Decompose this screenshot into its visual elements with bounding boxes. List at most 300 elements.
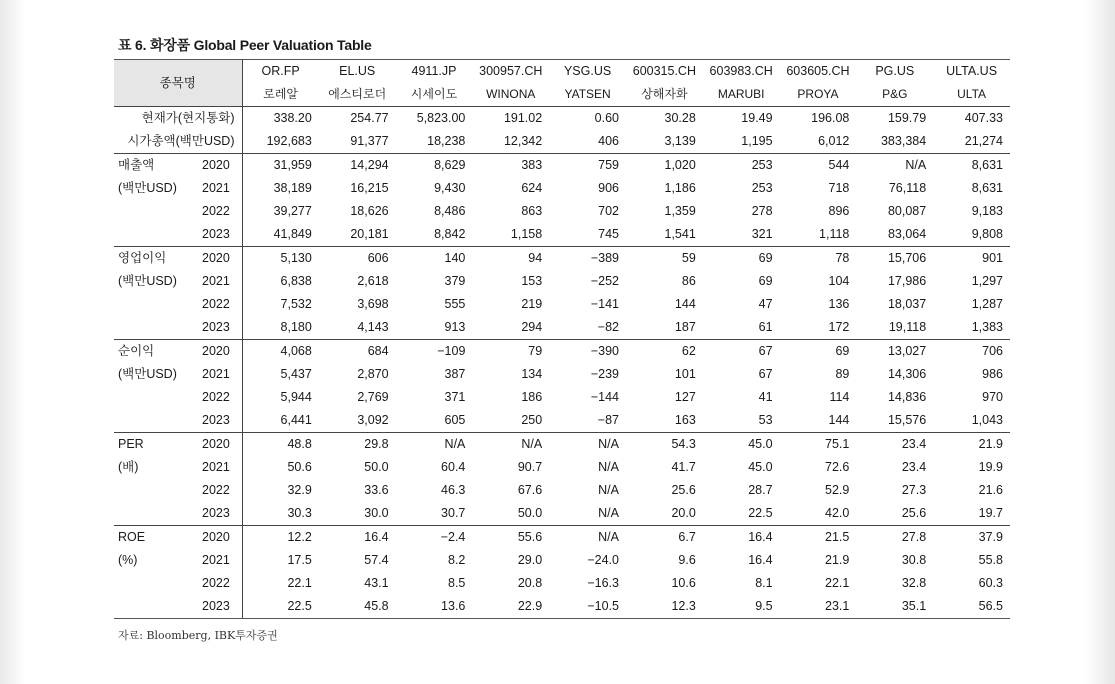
value-cell: 14,836	[887, 390, 927, 404]
metric-label: 현재가(현지통화)	[114, 107, 242, 131]
metric-cell	[114, 549, 242, 572]
metric-label: (백만USD)	[118, 367, 177, 381]
value-cell: 219	[521, 297, 543, 311]
table-row	[114, 340, 1010, 364]
value-cell: 21.6	[978, 483, 1003, 497]
value-cell: −252	[590, 274, 619, 288]
value-cell: 19.7	[933, 502, 1010, 526]
table-row	[114, 409, 1010, 433]
value-cell: 3,092	[319, 409, 396, 433]
value-cell: 21,274	[933, 130, 1010, 154]
table-title: 표 6. 화장품 Global Peer Valuation Table	[118, 37, 372, 53]
value-cell: N/A	[598, 530, 619, 544]
table-row	[114, 177, 1010, 200]
value-cell: 6,838	[280, 274, 312, 288]
value-cell: 60.3	[978, 576, 1003, 590]
value-cell: 22.1	[825, 576, 850, 590]
value-cell: −390	[590, 344, 619, 358]
value-cell: 3,698	[357, 297, 389, 311]
year-label: 2022	[202, 297, 230, 311]
value-cell: 163	[626, 409, 703, 433]
year-label: 2023	[202, 506, 230, 520]
value-cell: 67	[758, 344, 773, 358]
value-cell: 1,297	[971, 274, 1003, 288]
table-header	[114, 60, 1010, 107]
value-cell: 76,118	[888, 181, 927, 195]
value-cell: 896	[828, 204, 850, 218]
value-cell: 253	[751, 158, 773, 172]
value-cell: 136	[828, 297, 850, 311]
value-cell: 1,158	[472, 223, 549, 247]
value-cell: 605	[396, 409, 473, 433]
value-cell: 19,118	[856, 316, 933, 340]
value-cell: 759	[598, 158, 619, 172]
value-cell: 30.28	[664, 111, 696, 125]
year-label: 2023	[202, 599, 230, 613]
value-cell: 14,306	[887, 367, 927, 381]
column-name: ULTA	[933, 83, 1010, 107]
year-label: 2021	[202, 181, 230, 195]
value-cell: 52.9	[825, 483, 850, 497]
value-cell: 1,043	[933, 409, 1010, 433]
value-cell: 37.9	[978, 530, 1003, 544]
value-cell: 15,706	[887, 251, 927, 265]
column-name: YATSEN	[549, 83, 626, 107]
value-cell: 6,441	[242, 409, 319, 433]
value-cell: 9.5	[703, 595, 780, 619]
column-name: 시세이도	[396, 83, 473, 107]
corner-label: 종목명	[114, 60, 242, 107]
metric-cell	[114, 456, 242, 479]
year-label: 2022	[202, 483, 230, 497]
value-cell: 2,618	[357, 274, 389, 288]
value-cell: 41	[758, 390, 773, 404]
metric-label: (배)	[118, 460, 139, 474]
valuation-table	[114, 59, 1010, 619]
value-cell: 684	[367, 344, 389, 358]
value-cell: 43.1	[364, 576, 389, 590]
value-cell: 33.6	[364, 483, 389, 497]
value-cell: N/A	[598, 460, 619, 474]
value-cell: 23.4	[901, 437, 927, 451]
value-cell: 8,631	[971, 158, 1003, 172]
metric-label: (%)	[118, 553, 138, 567]
metric-cell	[114, 433, 242, 457]
table-row	[114, 200, 1010, 223]
value-cell: 17.5	[287, 553, 312, 567]
value-cell: 5,944	[280, 390, 312, 404]
value-cell: 1,186	[664, 181, 696, 195]
metric-cell	[114, 572, 242, 595]
value-cell: 8.5	[448, 576, 466, 590]
header-name-row	[114, 83, 1010, 107]
column-ticker: 603605.CH	[780, 60, 857, 84]
value-cell: 78	[835, 251, 850, 265]
value-cell: 196.08	[811, 111, 850, 125]
value-cell: 32.9	[287, 483, 312, 497]
metric-cell	[114, 316, 242, 340]
value-cell: 387	[444, 367, 466, 381]
value-cell: 9,183	[971, 204, 1003, 218]
table-row	[114, 154, 1010, 178]
metric-cell	[114, 223, 242, 247]
value-cell: 28.7	[748, 483, 773, 497]
table-row	[114, 479, 1010, 502]
value-cell: −389	[590, 251, 619, 265]
value-cell: 9,430	[434, 181, 466, 195]
metric-cell	[114, 293, 242, 316]
value-cell: 59	[681, 251, 696, 265]
metric-label: PER	[118, 437, 144, 451]
metric-cell	[114, 595, 242, 619]
value-cell: 53	[703, 409, 780, 433]
metric-label: 시가총액(백만USD)	[114, 130, 242, 154]
value-cell: 72.6	[825, 460, 850, 474]
value-cell: 14,294	[350, 158, 389, 172]
value-cell: 20,181	[319, 223, 396, 247]
value-cell: 321	[703, 223, 780, 247]
metric-cell	[114, 363, 242, 386]
value-cell: 47	[758, 297, 773, 311]
value-cell: 913	[396, 316, 473, 340]
column-ticker: 600315.CH	[626, 60, 703, 84]
metric-cell	[114, 409, 242, 433]
column-name: P&G	[856, 83, 933, 107]
year-label: 2020	[202, 251, 230, 265]
value-cell: 45.8	[319, 595, 396, 619]
value-cell: 29.0	[517, 553, 543, 567]
year-label: 2022	[202, 576, 230, 590]
value-cell: 12.2	[287, 530, 312, 544]
year-label: 2021	[202, 367, 230, 381]
value-cell: 8,631	[971, 181, 1003, 195]
value-cell: 16.4	[748, 530, 773, 544]
value-cell: 83,064	[856, 223, 933, 247]
value-cell: 35.1	[856, 595, 933, 619]
value-cell: −239	[590, 367, 619, 381]
year-label: 2023	[202, 227, 230, 241]
value-cell: 4,143	[319, 316, 396, 340]
value-cell: 555	[444, 297, 466, 311]
value-cell: 62	[681, 344, 696, 358]
table-row	[114, 456, 1010, 479]
value-cell: 1,020	[664, 158, 696, 172]
metric-cell	[114, 479, 242, 502]
value-cell: 186	[521, 390, 543, 404]
value-cell: 544	[828, 158, 850, 172]
metric-label: 매출액	[118, 158, 155, 172]
table-row	[114, 130, 1010, 154]
value-cell: 23.4	[901, 460, 927, 474]
metric-cell	[114, 526, 242, 550]
value-cell: 7,532	[280, 297, 312, 311]
value-cell: 104	[828, 274, 850, 288]
value-cell: 67	[758, 367, 773, 381]
value-cell: −87	[549, 409, 626, 433]
table-row	[114, 572, 1010, 595]
value-cell: 254.77	[350, 111, 389, 125]
year-label: 2021	[202, 460, 230, 474]
source-note: 자료: Bloomberg, IBK투자증권	[118, 629, 278, 642]
value-cell: 25.6	[671, 483, 696, 497]
value-cell: 278	[751, 204, 773, 218]
value-cell: 4,068	[280, 344, 312, 358]
value-cell: 1,195	[703, 130, 780, 154]
metric-cell	[114, 270, 242, 293]
table-row	[114, 107, 1010, 131]
value-cell: 8,629	[434, 158, 466, 172]
column-ticker: 300957.CH	[472, 60, 549, 84]
value-cell: 50.6	[287, 460, 312, 474]
value-cell: 114	[829, 390, 850, 404]
value-cell: N/A	[598, 437, 619, 451]
value-cell: N/A	[905, 158, 927, 172]
table-row	[114, 549, 1010, 572]
value-cell: 41,849	[242, 223, 319, 247]
value-cell: 22.5	[242, 595, 319, 619]
table-row	[114, 386, 1010, 409]
value-cell: 50.0	[472, 502, 549, 526]
value-cell: 172	[780, 316, 857, 340]
value-cell: 69	[835, 344, 850, 358]
year-label: 2020	[202, 437, 230, 451]
metric-cell	[114, 502, 242, 526]
value-cell: 3,139	[626, 130, 703, 154]
year-label: 2023	[202, 320, 230, 334]
value-cell: 338.20	[273, 111, 312, 125]
value-cell: 1,541	[626, 223, 703, 247]
value-cell: 9.6	[678, 553, 696, 567]
value-cell: 56.5	[933, 595, 1010, 619]
value-cell: 27.3	[901, 483, 927, 497]
column-name: MARUBI	[703, 83, 780, 107]
year-label: 2021	[202, 274, 230, 288]
value-cell: 19.49	[741, 111, 773, 125]
year-label: 2022	[202, 390, 230, 404]
value-cell: 906	[598, 181, 619, 195]
value-cell: −24.0	[587, 553, 619, 567]
table-row	[114, 526, 1010, 550]
page-shadow-left	[0, 0, 26, 684]
value-cell: 5,437	[280, 367, 312, 381]
value-cell: 986	[982, 367, 1003, 381]
value-cell: 30.3	[242, 502, 319, 526]
value-cell: 13.6	[396, 595, 473, 619]
value-cell: 45.0	[748, 437, 773, 451]
value-cell: 134	[521, 367, 543, 381]
metric-cell	[114, 340, 242, 364]
value-cell: 20.0	[626, 502, 703, 526]
column-ticker: 603983.CH	[703, 60, 780, 84]
value-cell: 406	[549, 130, 626, 154]
value-cell: 75.1	[825, 437, 850, 451]
value-cell: −10.5	[549, 595, 626, 619]
value-cell: 29.8	[364, 437, 389, 451]
value-cell: −141	[590, 297, 619, 311]
metric-label: 영업이익	[118, 251, 167, 265]
value-cell: 60.4	[441, 460, 466, 474]
year-label: 2020	[202, 158, 230, 172]
value-cell: 69	[758, 251, 773, 265]
year-label: 2023	[202, 413, 230, 427]
column-ticker: ULTA.US	[933, 60, 1010, 84]
value-cell: 57.4	[364, 553, 389, 567]
header-ticker-row	[114, 60, 1010, 84]
value-cell: 50.0	[364, 460, 389, 474]
column-ticker: 4911.JP	[396, 60, 473, 84]
value-cell: 10.6	[671, 576, 696, 590]
table-row	[114, 433, 1010, 457]
column-ticker: PG.US	[856, 60, 933, 84]
value-cell: 250	[472, 409, 549, 433]
metric-label: 순이익	[118, 344, 155, 358]
value-cell: 23.1	[780, 595, 857, 619]
value-cell: 15,576	[856, 409, 933, 433]
value-cell: 191.02	[503, 111, 543, 125]
value-cell: 38,189	[273, 181, 312, 195]
column-ticker: EL.US	[319, 60, 396, 84]
value-cell: 20.8	[517, 576, 543, 590]
value-cell: N/A	[598, 483, 619, 497]
value-cell: 8,486	[434, 204, 466, 218]
value-cell: 407.33	[964, 111, 1003, 125]
value-cell: 21.5	[825, 530, 850, 544]
metric-cell	[114, 154, 242, 178]
column-name: 상해자화	[626, 83, 703, 107]
value-cell: 624	[521, 181, 543, 195]
table-row	[114, 502, 1010, 526]
value-cell: 48.8	[287, 437, 312, 451]
value-cell: −16.3	[587, 576, 619, 590]
value-cell: 8,842	[396, 223, 473, 247]
column-name: PROYA	[780, 83, 857, 107]
value-cell: 140	[444, 251, 466, 265]
value-cell: 187	[626, 316, 703, 340]
metric-cell	[114, 177, 242, 200]
value-cell: 69	[758, 274, 773, 288]
value-cell: 101	[674, 367, 696, 381]
value-cell: 18,626	[350, 204, 389, 218]
value-cell: 6,012	[780, 130, 857, 154]
table-row	[114, 363, 1010, 386]
value-cell: 61	[703, 316, 780, 340]
value-cell: N/A	[444, 437, 466, 451]
value-cell: 1,118	[780, 223, 857, 247]
value-cell: 0.60	[594, 111, 619, 125]
value-cell: 1,359	[664, 204, 696, 218]
value-cell: 706	[982, 344, 1003, 358]
table-row	[114, 316, 1010, 340]
column-name: 에스티로더	[319, 83, 396, 107]
value-cell: 8.1	[755, 576, 773, 590]
value-cell: 2,769	[357, 390, 389, 404]
value-cell: 6.7	[678, 530, 696, 544]
value-cell: 45.0	[748, 460, 773, 474]
value-cell: 1,287	[971, 297, 1003, 311]
value-cell: −2.4	[440, 530, 466, 544]
value-cell: 2,870	[357, 367, 389, 381]
value-cell: 12.3	[626, 595, 703, 619]
year-label: 2020	[202, 344, 230, 358]
value-cell: 13,027	[887, 344, 927, 358]
value-cell: 22.1	[287, 576, 312, 590]
value-cell: 30.0	[319, 502, 396, 526]
column-ticker: YSG.US	[549, 60, 626, 84]
value-cell: 32.8	[901, 576, 927, 590]
value-cell: 16,215	[350, 181, 389, 195]
value-cell: 702	[598, 204, 619, 218]
value-cell: 25.6	[856, 502, 933, 526]
value-cell: 379	[444, 274, 466, 288]
metric-label: ROE	[118, 530, 146, 544]
value-cell: 21.9	[825, 553, 850, 567]
metric-cell	[114, 200, 242, 223]
value-cell: 30.7	[396, 502, 473, 526]
value-cell: 67.6	[517, 483, 543, 497]
value-cell: 294	[472, 316, 549, 340]
value-cell: 55.8	[978, 553, 1003, 567]
value-cell: 18,238	[396, 130, 473, 154]
value-cell: 86	[681, 274, 696, 288]
value-cell: 80,087	[887, 204, 927, 218]
value-cell: 606	[367, 251, 389, 265]
value-cell: 383	[521, 158, 543, 172]
value-cell: 718	[828, 181, 850, 195]
value-cell: 17,986	[887, 274, 927, 288]
value-cell: −109	[437, 344, 466, 358]
value-cell: 55.6	[517, 530, 543, 544]
value-cell: 9,808	[933, 223, 1010, 247]
metric-label: (백만USD)	[118, 181, 177, 195]
value-cell: 8,180	[242, 316, 319, 340]
value-cell: 22.5	[703, 502, 780, 526]
value-cell: 5,130	[280, 251, 312, 265]
value-cell: 144	[780, 409, 857, 433]
table-row	[114, 270, 1010, 293]
value-cell: 54.3	[671, 437, 696, 451]
value-cell: 12,342	[472, 130, 549, 154]
value-cell: 41.7	[671, 460, 696, 474]
value-cell: 79	[528, 344, 543, 358]
value-cell: 159.79	[887, 111, 927, 125]
value-cell: 42.0	[780, 502, 857, 526]
value-cell: 8.2	[448, 553, 466, 567]
value-cell: 89	[835, 367, 850, 381]
year-label: 2020	[202, 530, 230, 544]
year-label: 2022	[202, 204, 230, 218]
value-cell: 31,959	[273, 158, 312, 172]
metric-cell	[114, 386, 242, 409]
table-body	[114, 107, 1010, 619]
value-cell: 21.9	[978, 437, 1003, 451]
value-cell: 153	[521, 274, 543, 288]
value-cell: −82	[549, 316, 626, 340]
metric-label: (백만USD)	[118, 274, 177, 288]
value-cell: 16.4	[364, 530, 389, 544]
value-cell: 371	[444, 390, 466, 404]
value-cell: 27.8	[901, 530, 927, 544]
value-cell: 18,037	[887, 297, 927, 311]
value-cell: 19.9	[978, 460, 1003, 474]
value-cell: 1,383	[933, 316, 1010, 340]
value-cell: N/A	[549, 502, 626, 526]
value-cell: −144	[590, 390, 619, 404]
table-row	[114, 293, 1010, 316]
value-cell: 30.8	[901, 553, 927, 567]
value-cell: 22.9	[472, 595, 549, 619]
value-cell: 745	[549, 223, 626, 247]
column-ticker: OR.FP	[242, 60, 319, 84]
